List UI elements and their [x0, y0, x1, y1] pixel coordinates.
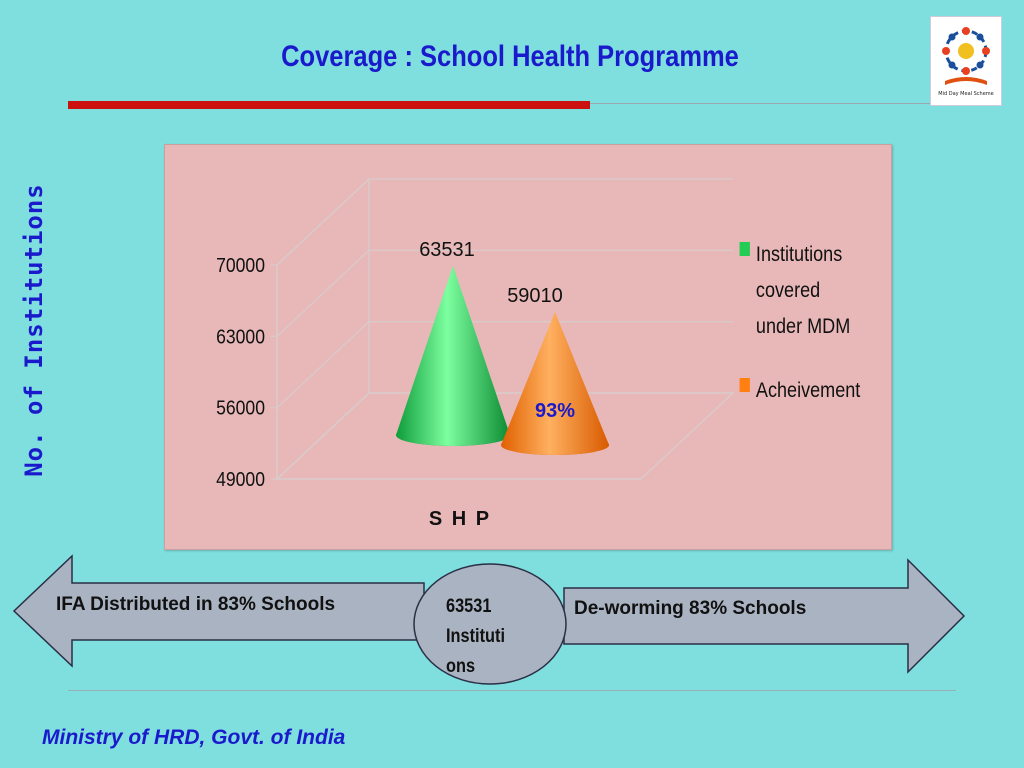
y-tick-label: 63000	[216, 325, 265, 348]
data-label: 63531	[419, 238, 475, 261]
legend-label: Institutions covered under MDM	[755, 243, 851, 338]
y-tick-label: 70000	[216, 253, 265, 277]
percent-annotation: 93%	[534, 400, 576, 422]
y-axis-title: No. of Institutions	[20, 183, 48, 477]
logo-text: Mid Day Meal Scheme	[938, 91, 994, 97]
footer-text: Ministry of HRD, Govt. of India	[42, 726, 346, 749]
center-line-3: ons	[446, 656, 476, 677]
footer-divider	[68, 690, 956, 691]
x-category-label: S H P	[428, 508, 492, 530]
slide-title: Coverage : School Health Programme	[281, 40, 739, 73]
y-tick-label: 49000	[216, 467, 265, 491]
legend-label: Acheivement	[755, 379, 861, 402]
data-label: 59010	[507, 284, 563, 307]
center-line-1: 63531	[446, 596, 492, 617]
y-tick-label: 56000	[216, 396, 265, 419]
center-ellipse-text	[446, 592, 532, 682]
right-arrow-text: De-worming 83% Schools	[574, 598, 807, 619]
left-arrow-text: IFA Distributed in 83% Schools	[56, 594, 336, 615]
center-line-2: Instituti	[446, 626, 506, 647]
